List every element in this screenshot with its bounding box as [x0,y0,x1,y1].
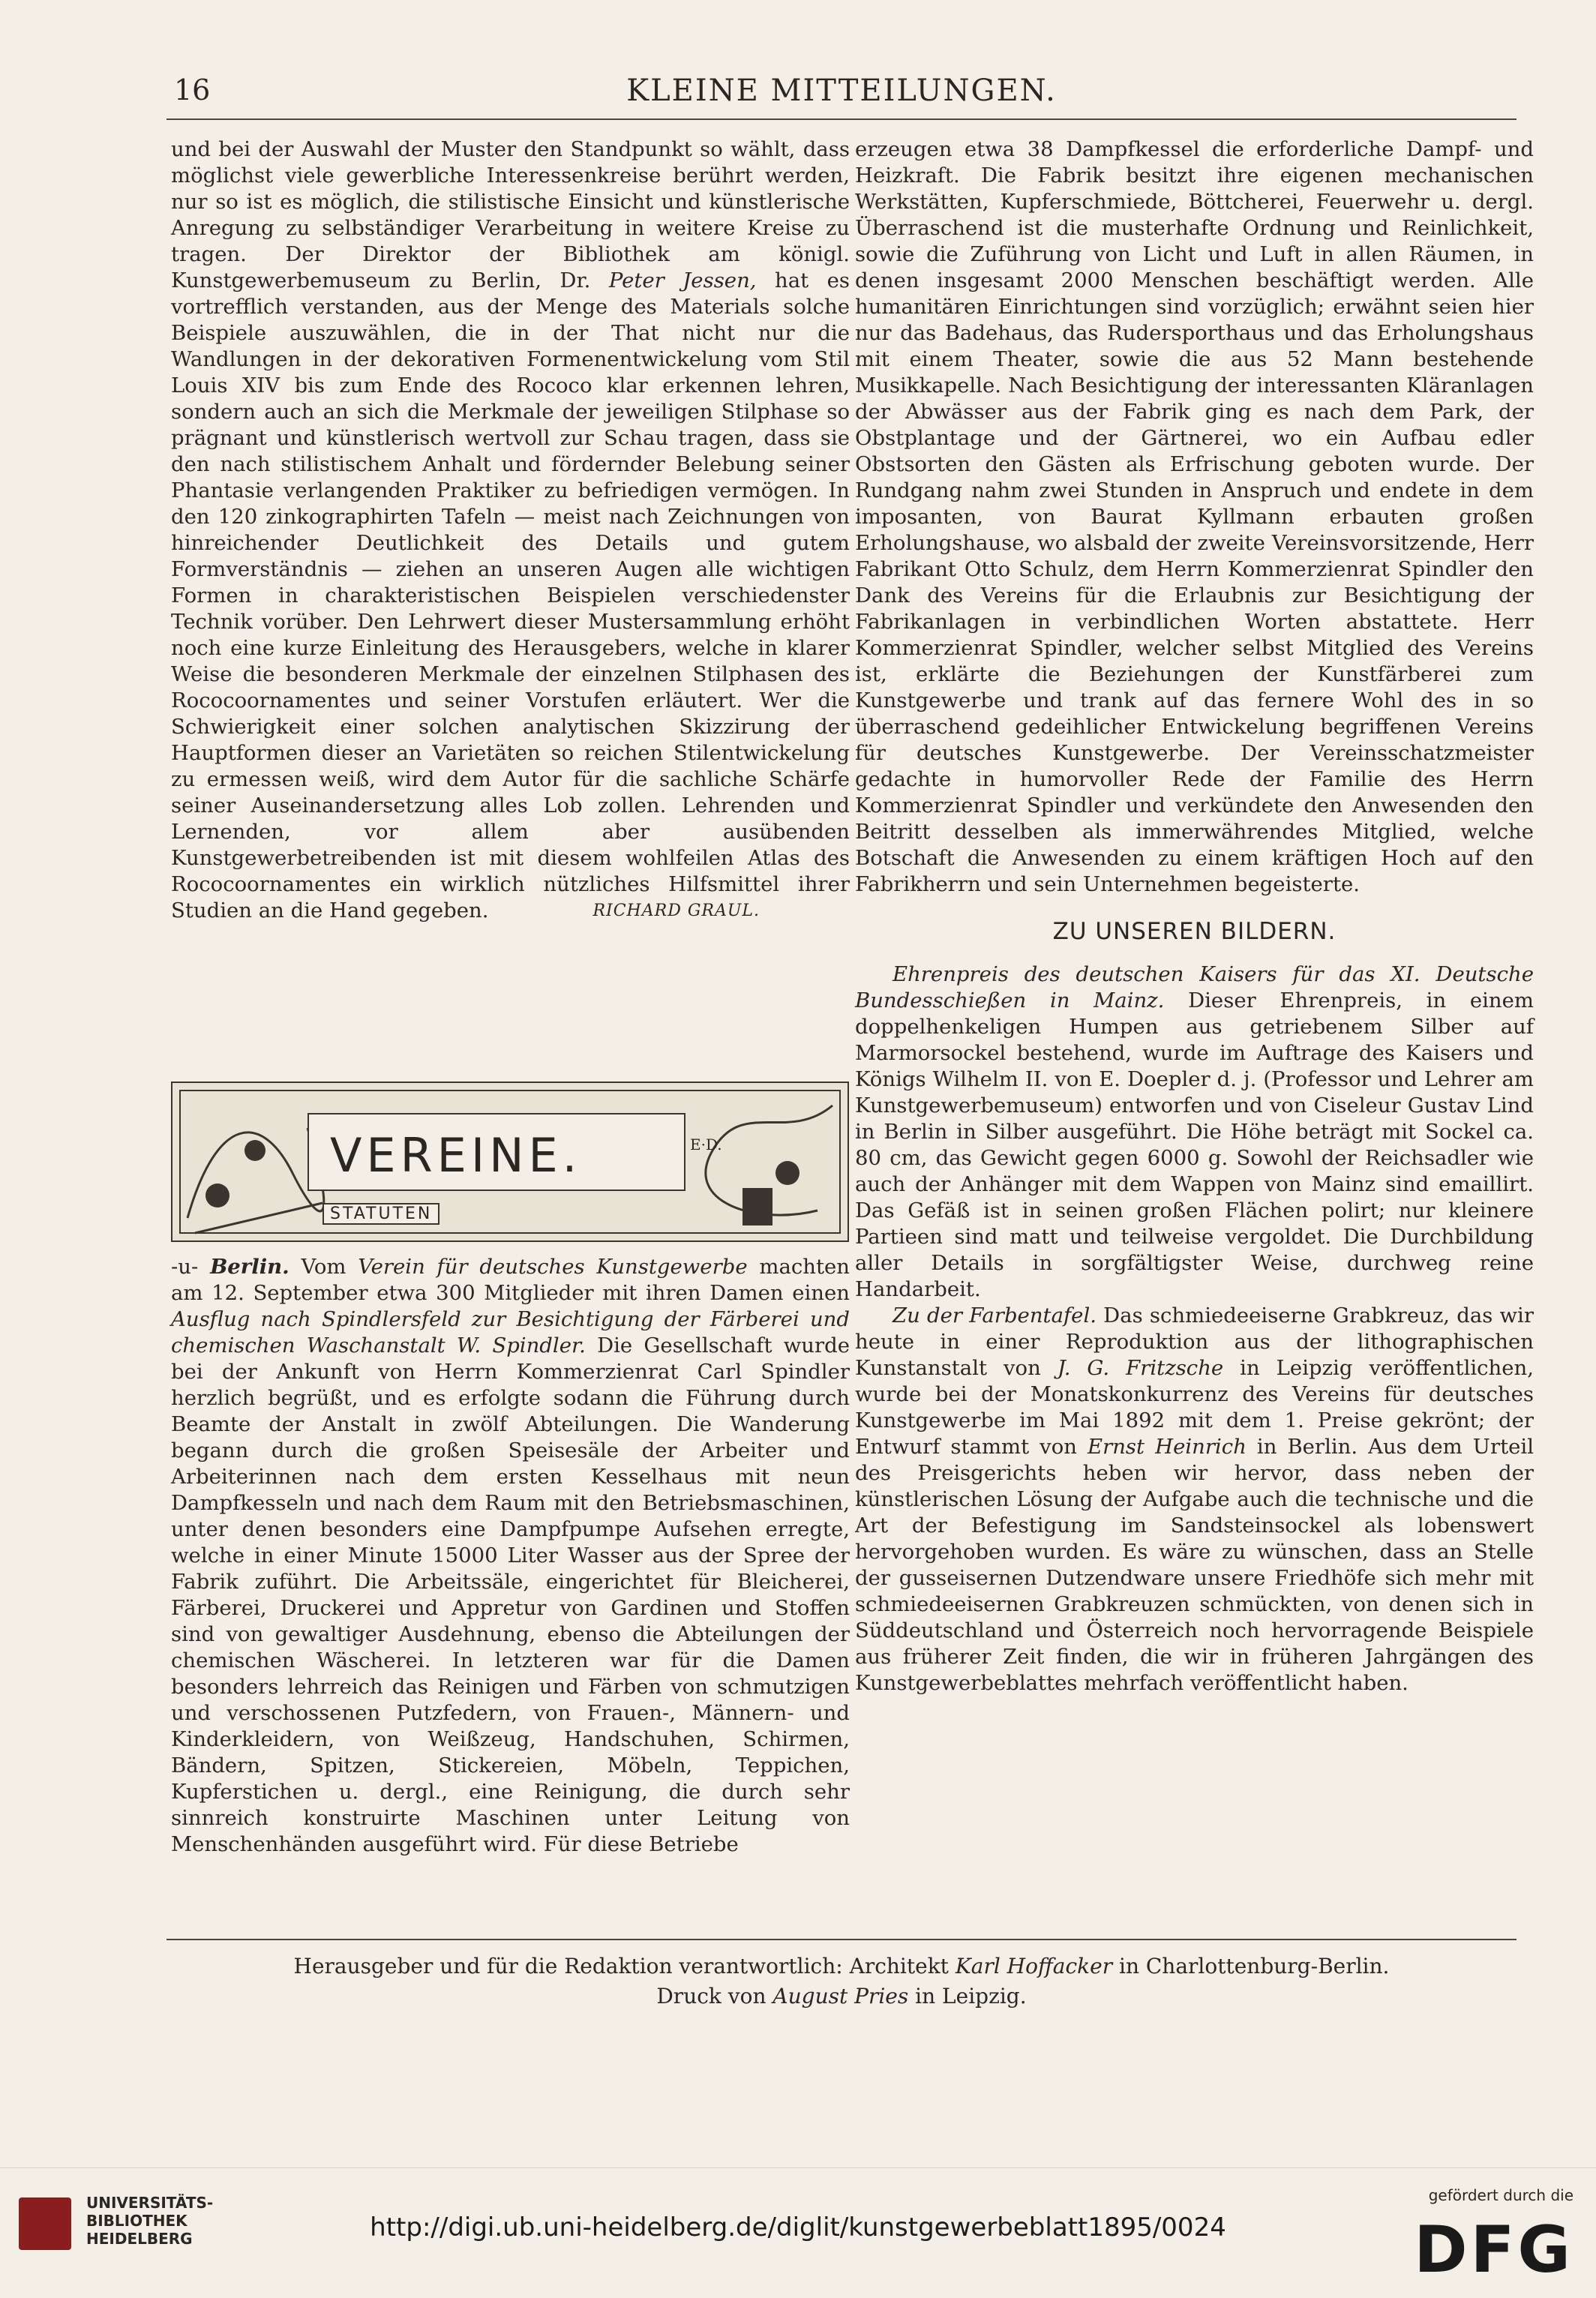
header-rule [166,118,1516,120]
vereine-paragraph [171,1254,850,1858]
book-review-paragraph [171,136,850,924]
imprint-text-4: in Leipzig. [908,1984,1027,2008]
author-name: Peter Jessen, [608,268,757,292]
ehrenpreis-paragraph [855,962,1534,1303]
left-column-bottom [171,1254,850,1858]
farbentafel-text-1: Das schmiedeeiserne Grabkreuz, das wir heute in einer Reproduktion aus der lithographischen Kunstanstalt von [855,1304,1534,1380]
library-name-line-2: BIBLIOTHEK [86,2212,188,2230]
monogram: E·D. [690,1136,722,1154]
library-name-line-1: UNIVERSITÄTS- [86,2194,214,2212]
editor-name: Karl Hoffacker [955,1954,1113,1978]
imprint [166,1952,1516,2012]
author-mark: -u- [171,1255,211,1279]
society-name: Verein für deutsches Kunstgewerbe [358,1255,748,1279]
vereine-continued-paragraph: erzeugen etwa 38 Dampfkessel die erforderliche Dampf- und Heizkraft. Die Fabrik besitzt ihre eigenen mechanischen Werkstätten, Kupferschmiede, Böttcherei, Feuerwehr u. dergl. Überraschend ist die musterhafte Ordnung und Reinlichkeit, sowie die Zuführung von Licht und Luft in allen Räumen, in denen insgesamt 2000 Menschen beschäftigt werden. Alle humanitären Einrichtungen sind vorzüglich; erwähnt seien hier nur das Badehaus, das Rudersporthaus und das Erholungshaus mit einem Theater, sowie die aus 52 Mann bestehende Musikkapelle. Nach Besichtigung der interessanten Kläranlagen der Abwässer aus der Fabrik ging es nach dem Park, der Obstplantage und der Gärtnerei, wo ein Aufbau edler Obstsorten den Gästen als Erfrischung geboten wurde. Der Rundgang nahm zwei Stunden in Anspruch und endete in dem imposanten, von Baurat Kyllmann erbauten großen Erholungshause, wo alsbald der zweite Vereinsvorsitzende, Herr Fabrikant Otto Schulz, dem Herrn Kommerzienrat Spindler den Dank des Vereins für die Erlaubnis zur Besichtigung der Fabrikanlagen in verbindlichen Worten abstattete. Herr Kommerzienrat Spindler, welcher selbst Mitglied des Vereins ist, erklärte die Beziehungen der Kunstfärberei zum Kunstgewerbe und trank auf das fernere Wohl des in so überraschend gedeihlicher Entwickelung begriffenen Vereins für deutsches Kunstgewerbe. Der Vereinsschatzmeister gedachte in humorvoller Rede der Familie des Herrn Kommerzienrat Spindler und verkündete den Anwesenden den Beitritt desselben als immerwährendes Mitglied, welche Botschaft die Anwesenden zu einem kräftigen Hoch auf den Fabrikherrn und sein Unternehmen begeisterte. [855,137,1534,896]
ehrenpreis-text: Dieser Ehrenpreis, in einem doppelhenkeligen Humpen aus getriebenem Silber auf Marmorsockel bestehend, wurde im Auftrage des Kaisers und Königs Wilhelm II. von E. Doepler d. j. (Professor und Lehrer am Kunstgewerbemuseum) entworfen und von Ciseleur Gustav Lind in Berlin in Silber ausgeführt. Die Höhe beträgt mit Sockel ca. 80 cm, das Gewicht gegen 6000 g. Sowohl der Reichsadler wie auch der Anhänger mit dem Wappen von Mainz sind emaillirt. Das Gefäß ist in seinen großen Flächen polirt; nur kleinere Partieen sind matt und teilweise vergoldet. Die Durchbildung aller Details in sorgfältigster Weise, durchweg reine Handarbeit. [855,988,1534,1301]
printer-name: August Pries [772,1984,909,2008]
farbentafel-paragraph [855,1303,1534,1696]
designer-name: Ernst Heinrich [1088,1435,1246,1459]
running-title: KLEINE MITTEILUNGEN. [626,74,1057,108]
footer-rule [166,1939,1516,1940]
right-column [855,136,1534,1696]
funded-by-label: gefördert durch die [1428,2186,1574,2204]
excursion-title: Ausflug nach Spindlersfeld zur Besichtigung der Färberei und chemischen Waschanstalt W. Spindler. [171,1307,850,1358]
signature: RICHARD GRAUL. [592,902,760,920]
city-heading: Berlin. [210,1255,290,1279]
page-number: 16 [174,74,211,106]
section-heading-bildern: ZU UNSEREN BILDERN. [1052,918,1336,945]
imprint-text-3: Druck von [656,1984,773,2008]
farbentafel-text-3: in Berlin. Aus dem Urteil des Preisgerichts heben wir hervor, dass neben der künstlerischen Lösung der Aufgabe auch die technische und die Art der Befestigung im Sandsteinsockel als lobenswert hervorgehoben wurden. Es wäre zu wünschen, dass an Stelle der gusseisernen Dutzendware unsere Friedhöfe sich mehr mit schmiedeeisernen Grabkreuzen schmückten, von denen sich in Süddeutschland und Österreich noch hervorragende Beispiele aus früherer Zeit finden, die wir in früheren Jahrgängen des Kunstgewerbeblattes mehrfach veröffentlicht haben. [855,1435,1534,1695]
review-text-2: hat es vortrefflich verstanden, aus der Menge des Materials solche Beispiele auszuwählen, die in der That nicht nur die Wandlungen in der dekorativen Formenentwickelung vom Stil Louis XIV bis zum Ende des Rococo klar erkennen lehren, sondern auch an sich die Merkmale der jeweiligen Stilphase so prägnant und künstlerisch wertvoll zur Schau tragen, dass sie den nach stilistischem Anhalt und fördernder Belebung seiner Phantasie verlangenden Praktiker zu befriedigen vermögen. In den 120 zinkographirten Tafeln — meist nach Zeichnungen von hinreichender Deutlichkeit des Details und gutem Formverständnis — ziehen an unseren Augen alle wichtigen Formen in charakteristischen Beispielen verschiedenster Technik vorüber. Den Lehrwert dieser Mustersammlung erhöht noch eine kurze Einleitung des Herausgebers, welche in klarer Weise die besonderen Merkmale der einzelnen Stilphasen des Rococoornamentes und seiner Vorstufen erläutert. Wer die Schwierigkeit einer solchen analytischen Skizzirung der Hauptformen dieser an Varietäten so reichen Stilentwickelung zu ermessen weiß, wird dem Autor für die sachliche Schärfe seiner Auseinandersetzung alles Lob zollen. Lehrenden und Lernenden, vor allem aber ausübenden Kunstgewerbetreibenden ist mit diesem wohlfeilen Atlas des Rococoornamentes ein wirklich nützliches Hilfsmittel ihrer Studien an die Hand gegeben. [171,268,850,922]
imprint-text-2: in Charlottenburg-Berlin. [1112,1954,1390,1978]
left-column-top [171,136,850,924]
farbentafel-text-2: in Leipzig veröffentlichen, wurde bei der Monatskonkurrenz des Vereins für deutsches Kunstgewerbe im Mai 1892 mit dem 1. Preise gekrönt; der Entwurf stammt von [855,1356,1534,1459]
dfg-logo: DFG [1414,2212,1574,2288]
vereine-text-1: Vom [289,1255,358,1279]
page-header [166,74,1516,118]
farbentafel-title: Zu der Farbentafel. [892,1304,1096,1328]
imprint-editor-line [166,1952,1516,1982]
review-text-1: und bei der Auswahl der Muster den Standpunkt so wählt, dass möglichst viele gewerbliche Interessenkreise berührt werden, nur so ist es möglich, die stilistische Einsicht und künstlerische Anregung zu selbständiger Verarbeitung in weitere Kreise zu tragen. Der Direktor der Bibliothek am königl. Kunstgewerbemuseum zu Berlin, Dr. [171,137,850,292]
vereine-title: VEREINE. [330,1128,582,1183]
vereine-banner [171,1082,849,1242]
ehrenpreis-title: Ehrenpreis des deutschen Kaisers für das XI. Deutsche Bundesschießen in Mainz. [855,962,1534,1012]
statuten-label: STATUTEN [322,1203,440,1225]
publisher-name: J. G. Fritzsche [1057,1356,1224,1380]
imprint-text-1: Herausgeber und für die Redaktion verantwortlich: Architekt [293,1954,956,1978]
vereine-text-3: Die Gesellschaft wurde bei der Ankunft von Herrn Kommerzienrat Carl Spindler herzlich begrüßt, und es erfolgte sodann die Führung durch Beamte der Anstalt in zwölf Abteilungen. Die Wanderung begann durch die großen Speisesäle der Arbeiter und Arbeiterinnen nach dem ersten Kesselhaus mit neun Dampfkesseln und nach dem Raum mit den Betriebsmaschinen, unter denen besonders eine Dampfpumpe Aufsehen erregte, welche in einer Minute 15000 Liter Wasser aus der Spree der Fabrik zuführt. Die Arbeitssäle, eingerichtet für Bleicherei, Färberei, Druckerei und Appretur von Gardinen und Stoffen sind von gewaltiger Ausdehnung, ebenso die Abteilungen der chemischen Wäscherei. In letzteren war für die Damen besonders lehrreich das Reinigen und Färben von schmutzigen und verschossenen Putzfedern, von Frauen-, Männern- und Kinderkleidern, von Weißzeug, Handschuhen, Schirmen, Bändern, Spitzen, Stickereien, Möbeln, Teppichen, Kupferstichen u. dergl., eine Reinigung, die durch sehr sinnreich konstruirte Maschinen unter Leitung von Menschenhänden ausgeführt wird. Für diese Betriebe [171,1334,850,1856]
imprint-printer-line [166,1982,1516,2012]
source-url-link[interactable]: http://digi.ub.uni-heidelberg.de/diglit/kunstgewerbeblatt1895/0024 [370,2212,1226,2242]
library-name-line-3: HEIDELBERG [86,2230,193,2248]
vereine-text-2: machten am 12. September etwa 300 Mitglieder mit ihren Damen einen [171,1255,850,1305]
